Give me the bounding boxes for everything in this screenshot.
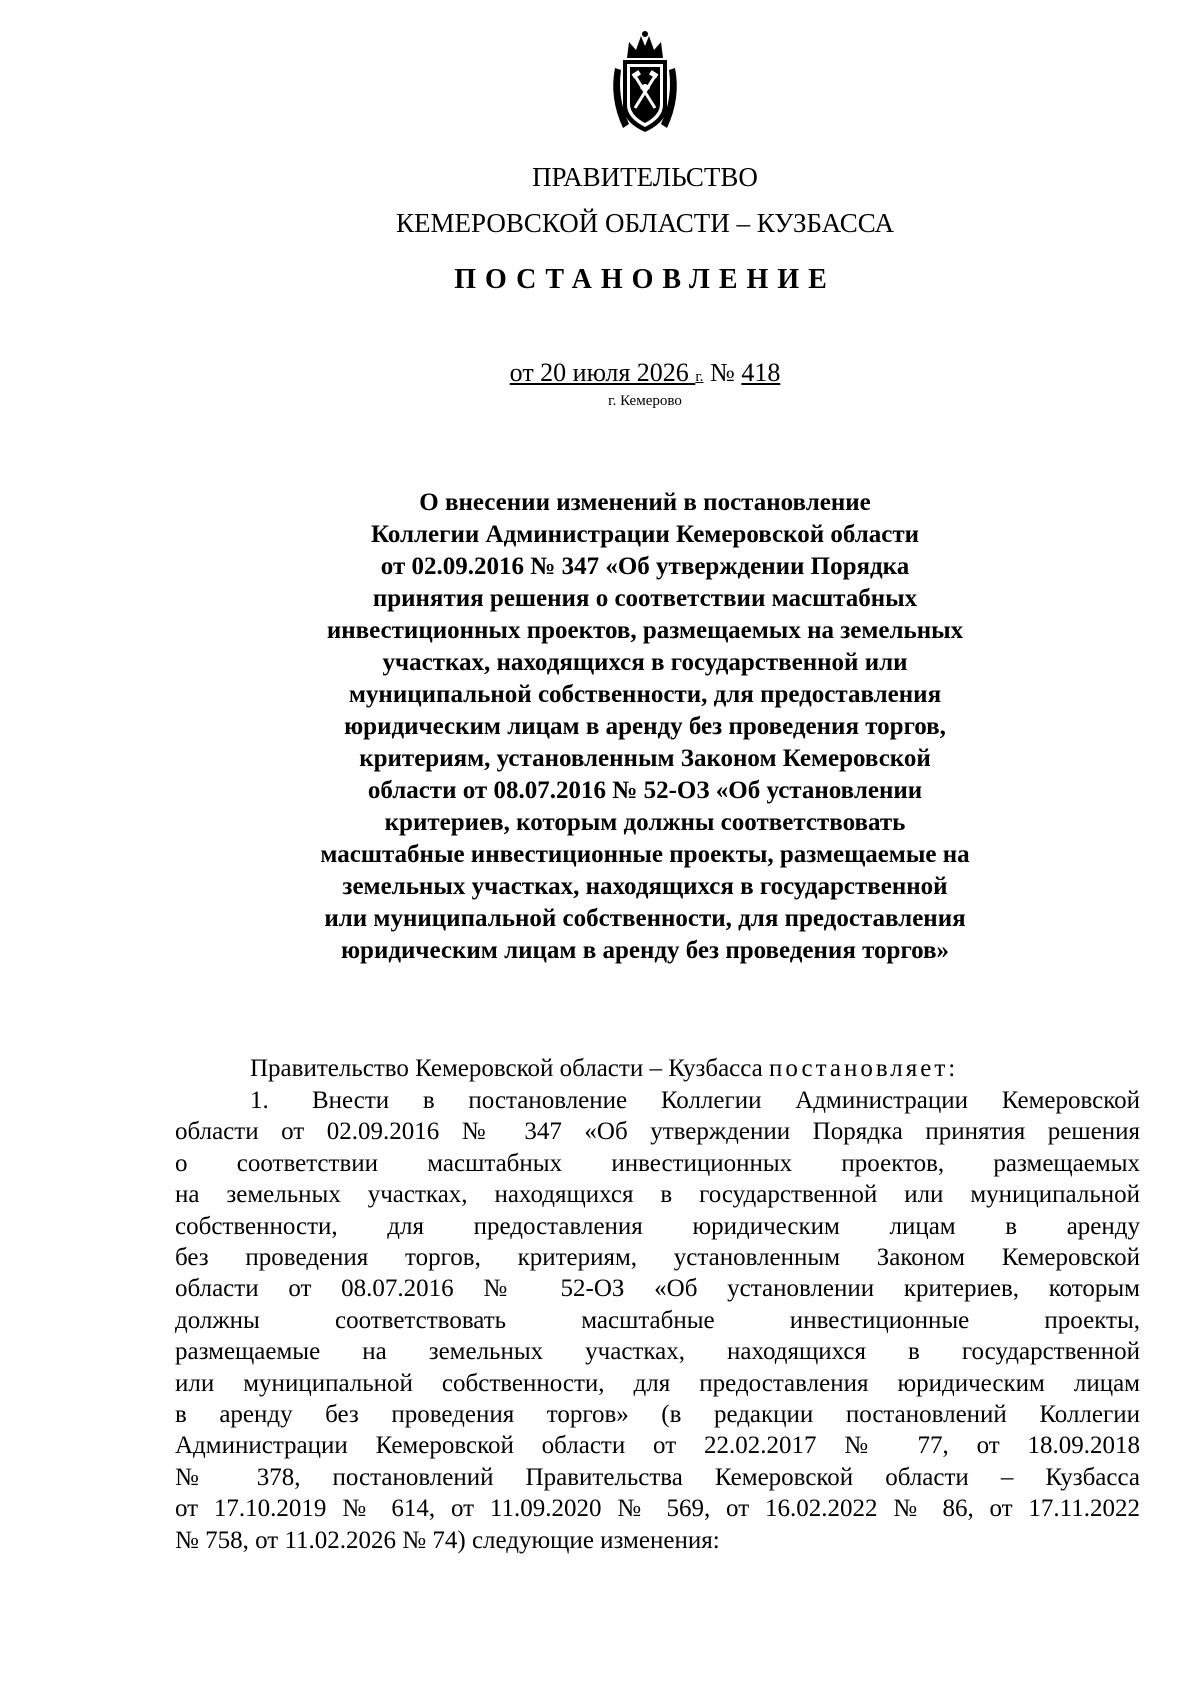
clause-line: 1. Внести в постановление Коллегии Администрации Кемеровской <box>175 1085 1140 1116</box>
city-name: г. Кемерово <box>608 393 682 409</box>
coat-of-arms-icon <box>605 28 685 138</box>
clause-line: должны соответствовать масштабные инвестиционные проекты, <box>175 1306 1140 1334</box>
clause-line: области от 02.09.2016 № 347 «Об утверждении Порядка принятия решения <box>175 1118 1140 1146</box>
date-line <box>0 358 1200 388</box>
title-line: О внесении изменений в постановление <box>419 489 871 516</box>
clause-line: в аренду без проведения торгов» (в редакции постановлений Коллегии <box>175 1401 1140 1429</box>
title-line: области от 08.07.2016 № 52-ОЗ «Об установлении <box>367 777 923 804</box>
resolution-intro <box>175 1053 1140 1084</box>
document-title <box>240 487 1050 967</box>
title-line: масштабные инвестиционные проекты, размещаемые на <box>320 841 970 868</box>
clause-line: размещаемые на земельных участках, находящихся в государственной <box>175 1338 1140 1366</box>
document-type: ПОСТАНОВЛЕНИЕ <box>454 264 836 295</box>
title-line: Коллегии Администрации Кемеровской области <box>370 521 920 548</box>
document-number: 418 <box>741 358 781 387</box>
clause-line: Администрации Кемеровской области от 22.02.2017 № 77, от 18.09.2018 <box>175 1432 1140 1460</box>
title-line: от 02.09.2016 № 347 «Об утверждении Порядка <box>380 553 910 580</box>
government-name-line2: КЕМЕРОВСКОЙ ОБЛАСТИ – КУЗБАССА <box>396 208 894 238</box>
document-date: от 20 июля 2026 <box>509 358 689 387</box>
clause-line: на земельных участках, находящихся в государственной или муниципальной <box>175 1181 1140 1209</box>
clause-line: собственности, для предоставления юридическим лицам в аренду <box>175 1212 1140 1240</box>
title-line: критериев, которым должны соответствовать <box>384 809 906 836</box>
clause-line: без проведения торгов, критериям, установленным Законом Кемеровской <box>175 1244 1140 1272</box>
clause-1 <box>175 1085 1140 1556</box>
title-line: юридическим лицам в аренду без проведения торгов» <box>340 937 950 964</box>
intro-verb: постановляет: <box>769 1055 959 1082</box>
clause-line: № 758, от 11.02.2026 № 74) следующие изменения: <box>175 1526 720 1554</box>
clause-number: 1. <box>250 1087 269 1114</box>
title-line: или муниципальной собственности, для предоставления <box>324 905 966 932</box>
intro-text: Правительство Кемеровской области – Кузбасса <box>250 1055 770 1082</box>
government-name-line1: ПРАВИТЕЛЬСТВО <box>532 162 758 192</box>
clause-line: области от 08.07.2016 № 52-ОЗ «Об установлении критериев, которым <box>175 1275 1140 1303</box>
title-line: юридическим лицам в аренду без проведения торгов, <box>344 713 946 740</box>
clause-line: № 378, постановлений Правительства Кемеровской области – Кузбасса <box>175 1463 1140 1491</box>
clause-line: от 17.10.2019 № 614, от 11.09.2020 № 569, от 16.02.2022 № 86, от 17.11.2022 <box>175 1495 1140 1523</box>
clause-line: или муниципальной собственности, для предоставления юридическим лицам <box>175 1369 1140 1397</box>
clause-line: о соответствии масштабных инвестиционных проектов, размещаемых <box>175 1149 1140 1177</box>
title-line: критериям, установленным Законом Кемеровской <box>359 745 931 772</box>
title-line: муниципальной собственности, для предоставления <box>348 681 942 708</box>
title-line: инвестиционных проектов, размещаемых на земельных <box>326 617 964 644</box>
title-line: принятия решения о соответствии масштабных <box>372 585 918 612</box>
title-line: участках, находящихся в государственной или <box>382 649 908 676</box>
title-line: земельных участках, находящихся в государственной <box>342 873 948 900</box>
year-suffix: г. <box>695 369 704 385</box>
number-sign: № <box>710 358 735 387</box>
